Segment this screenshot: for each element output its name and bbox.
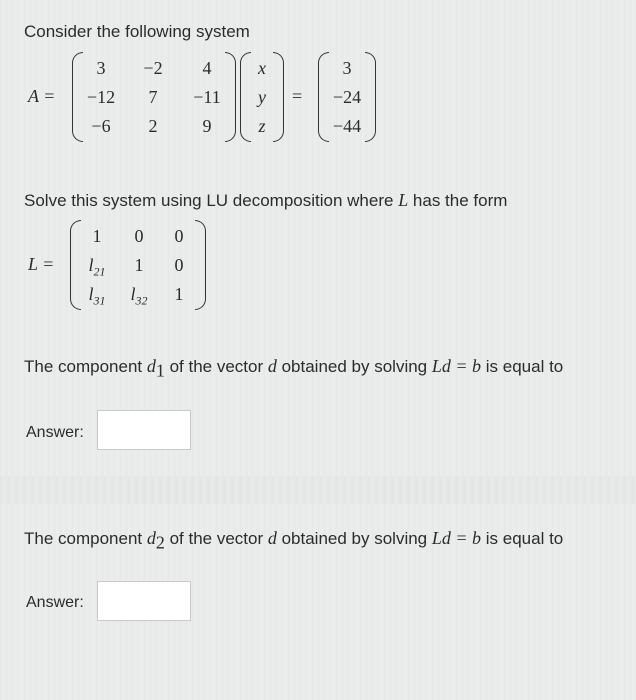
answer-1-label: Answer:	[26, 424, 84, 441]
matrix-a-cell: −11	[193, 87, 221, 107]
equals-sign: =	[292, 86, 303, 106]
question-1-text: The component $d_1$ of the vector d obtained by solving Ld = b is equal to	[24, 356, 564, 381]
instruction-suffix: has the form	[408, 191, 508, 210]
answer-2-input[interactable]	[97, 581, 191, 621]
matrix-a-cell: 2	[148, 116, 158, 136]
matrix-a-cell: 4	[202, 58, 212, 78]
matrix-l-cell: 0	[174, 226, 184, 246]
intro-text: Consider the following system	[24, 22, 250, 41]
matrix-a-cell: 9	[202, 116, 212, 136]
question-separator	[0, 476, 636, 504]
answer-2-label: Answer:	[26, 594, 84, 611]
matrix-l-cell: $l_{21}$	[88, 255, 106, 279]
matrix-l-cell: 0	[134, 226, 144, 246]
vector-b-entry: −44	[332, 116, 362, 136]
vector-b-entry: −24	[332, 87, 362, 107]
matrix-a	[72, 52, 236, 142]
matrix-a-label: A =	[28, 86, 56, 106]
matrix-a-cell: −2	[143, 58, 163, 78]
answer-1-input[interactable]	[97, 410, 191, 450]
question-2-text: The component $d_2$ of the vector d obtained by solving Ld = b is equal to	[24, 528, 564, 553]
matrix-a-cell: −12	[86, 87, 116, 107]
matrix-l-cell: $l_{32}$	[130, 284, 148, 308]
vector-b-entry: 3	[342, 58, 352, 78]
instruction-var: L	[398, 190, 409, 210]
instruction-prefix: Solve this system using LU decomposition where	[24, 191, 399, 210]
matrix-l-cell: 1	[174, 284, 184, 304]
matrix-l-cell: 1	[92, 226, 102, 246]
matrix-a-cell: −6	[91, 116, 111, 136]
vector-x-entry: z	[258, 116, 266, 136]
vector-x-entry: y	[258, 87, 266, 107]
matrix-l-cell: 1	[134, 255, 144, 275]
vector-x	[240, 52, 284, 142]
instruction-text	[24, 190, 507, 211]
matrix-l-label: L =	[28, 254, 55, 274]
matrix-l	[70, 220, 206, 310]
matrix-a-cell: 7	[148, 87, 158, 107]
matrix-l-cell: 0	[174, 255, 184, 275]
matrix-a-cell: 3	[96, 58, 106, 78]
vector-b	[318, 52, 376, 142]
matrix-l-cell: $l_{31}$	[88, 284, 106, 308]
vector-x-entry: x	[258, 58, 266, 78]
